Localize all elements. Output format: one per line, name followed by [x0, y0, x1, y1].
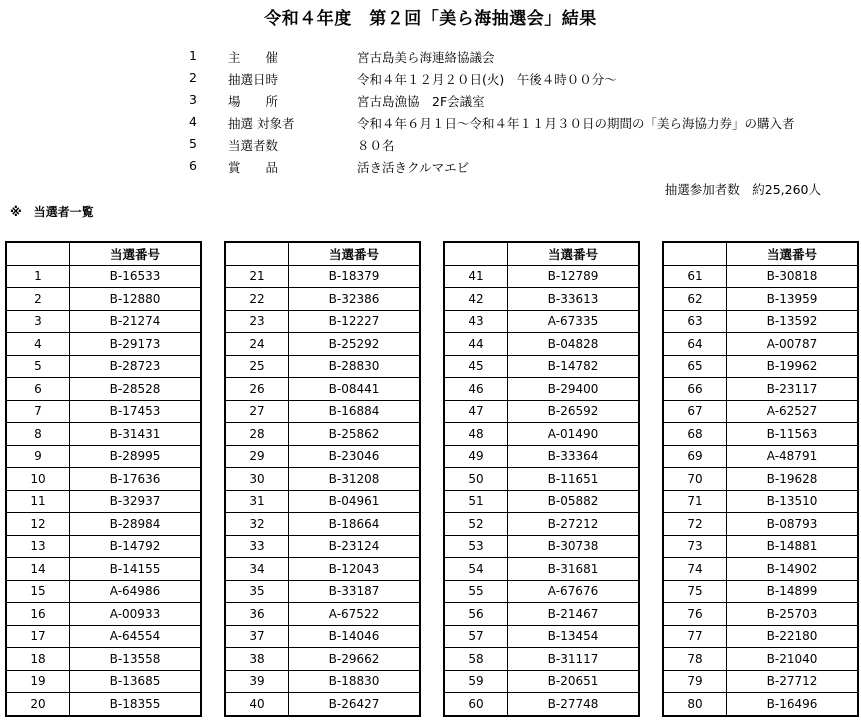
table-row	[225, 535, 420, 558]
winning-number: B-28528	[70, 378, 202, 401]
row-index: 54	[444, 558, 508, 581]
header-winning-number: 当選番号	[508, 242, 640, 265]
header-blank-cell	[225, 242, 289, 265]
winning-number: B-19962	[727, 355, 859, 378]
row-index: 9	[6, 445, 70, 468]
winning-number: B-16496	[727, 693, 859, 716]
row-index: 31	[225, 490, 289, 513]
winning-number: A-01490	[508, 423, 640, 446]
winning-number: B-33187	[289, 580, 421, 603]
row-index: 41	[444, 265, 508, 288]
row-index: 58	[444, 648, 508, 671]
row-index: 46	[444, 378, 508, 401]
table-row	[663, 445, 858, 468]
info-label: 当選者数	[228, 138, 279, 153]
winning-number: B-28995	[70, 445, 202, 468]
row-index: 38	[225, 648, 289, 671]
row-index: 52	[444, 513, 508, 536]
table-row	[6, 693, 201, 716]
header-blank-cell	[444, 242, 508, 265]
row-index: 25	[225, 355, 289, 378]
table-row	[225, 310, 420, 333]
info-label: 抽選日時	[228, 72, 279, 87]
row-index: 47	[444, 400, 508, 423]
row-index: 66	[663, 378, 727, 401]
table-row	[444, 423, 639, 446]
winner-table	[224, 241, 421, 717]
winning-number: B-14902	[727, 558, 859, 581]
table-row	[444, 400, 639, 423]
winning-number: B-29662	[289, 648, 421, 671]
winning-number: B-21040	[727, 648, 859, 671]
row-index: 42	[444, 288, 508, 311]
table-row	[6, 355, 201, 378]
table-row	[6, 603, 201, 626]
winning-number: A-00933	[70, 603, 202, 626]
table-row	[225, 445, 420, 468]
table-row	[444, 265, 639, 288]
header-winning-number: 当選番号	[289, 242, 421, 265]
winning-number: B-12227	[289, 310, 421, 333]
table-row	[663, 625, 858, 648]
row-index: 51	[444, 490, 508, 513]
table-row	[663, 535, 858, 558]
info-value: 令和４年１２月２０日(火) 午後４時００分～	[357, 72, 617, 87]
winning-number: B-13592	[727, 310, 859, 333]
table-row	[225, 580, 420, 603]
row-index: 59	[444, 670, 508, 693]
table-row	[663, 378, 858, 401]
header-winning-number: 当選番号	[70, 242, 202, 265]
table-row	[6, 490, 201, 513]
winning-number: B-25862	[289, 423, 421, 446]
winning-number: B-31117	[508, 648, 640, 671]
table-row	[6, 670, 201, 693]
table-row	[6, 558, 201, 581]
table-row	[663, 603, 858, 626]
table-row	[225, 378, 420, 401]
table-row	[6, 468, 201, 491]
row-index: 32	[225, 513, 289, 536]
winning-number: B-25703	[727, 603, 859, 626]
row-index: 4	[6, 333, 70, 356]
participant-count: 抽選参加者数 約25,260人	[664, 182, 821, 197]
info-value: 宮古島漁協 2F会議室	[357, 94, 485, 109]
winning-number: B-29400	[508, 378, 640, 401]
winning-number: B-31681	[508, 558, 640, 581]
winner-table	[443, 241, 640, 717]
row-index: 76	[663, 603, 727, 626]
table-row	[444, 445, 639, 468]
winning-number: A-48791	[727, 445, 859, 468]
row-index: 44	[444, 333, 508, 356]
row-index: 37	[225, 625, 289, 648]
table-row	[6, 378, 201, 401]
winning-number: B-12789	[508, 265, 640, 288]
winning-number: B-11651	[508, 468, 640, 491]
winning-number: B-33613	[508, 288, 640, 311]
winning-number: B-17453	[70, 400, 202, 423]
winning-number: B-14899	[727, 580, 859, 603]
table-row	[225, 333, 420, 356]
row-index: 34	[225, 558, 289, 581]
winning-number: B-21274	[70, 310, 202, 333]
info-label: 主 催	[228, 50, 279, 65]
row-index: 64	[663, 333, 727, 356]
winning-number: B-18664	[289, 513, 421, 536]
winning-number: B-14782	[508, 355, 640, 378]
row-index: 7	[6, 400, 70, 423]
table-row	[6, 400, 201, 423]
winning-number: B-13685	[70, 670, 202, 693]
table-row	[444, 288, 639, 311]
table-row	[6, 265, 201, 288]
table-row	[663, 333, 858, 356]
winning-number: B-18830	[289, 670, 421, 693]
winning-number: B-12880	[70, 288, 202, 311]
winning-number: B-12043	[289, 558, 421, 581]
table-row	[225, 423, 420, 446]
table-row	[6, 423, 201, 446]
row-index: 53	[444, 535, 508, 558]
table-row	[225, 648, 420, 671]
row-index: 21	[225, 265, 289, 288]
row-index: 8	[6, 423, 70, 446]
table-row	[444, 378, 639, 401]
winning-number: A-67522	[289, 603, 421, 626]
winning-number: B-26427	[289, 693, 421, 716]
winning-number: B-23124	[289, 535, 421, 558]
table-header-row	[6, 242, 201, 265]
row-index: 74	[663, 558, 727, 581]
table-row	[663, 490, 858, 513]
info-label: 賞 品	[228, 160, 279, 175]
row-index: 73	[663, 535, 727, 558]
row-index: 79	[663, 670, 727, 693]
table-row	[444, 648, 639, 671]
info-number: 2	[189, 70, 197, 85]
row-index: 57	[444, 625, 508, 648]
row-index: 63	[663, 310, 727, 333]
table-row	[444, 490, 639, 513]
winning-number: B-14881	[727, 535, 859, 558]
winning-number: A-62527	[727, 400, 859, 423]
row-index: 49	[444, 445, 508, 468]
winning-number: B-21467	[508, 603, 640, 626]
winning-number: B-27212	[508, 513, 640, 536]
table-row	[225, 265, 420, 288]
row-index: 20	[6, 693, 70, 716]
table-row	[444, 603, 639, 626]
winner-table	[662, 241, 859, 717]
row-index: 6	[6, 378, 70, 401]
table-row	[444, 580, 639, 603]
row-index: 11	[6, 490, 70, 513]
page-title: 令和４年度 第２回「美ら海抽選会」結果	[264, 9, 597, 29]
row-index: 33	[225, 535, 289, 558]
row-index: 18	[6, 648, 70, 671]
row-index: 72	[663, 513, 727, 536]
table-row	[663, 513, 858, 536]
row-index: 36	[225, 603, 289, 626]
table-header-row	[663, 242, 858, 265]
row-index: 27	[225, 400, 289, 423]
winning-number: B-08441	[289, 378, 421, 401]
table-row	[225, 468, 420, 491]
table-row	[225, 603, 420, 626]
row-index: 14	[6, 558, 70, 581]
table-header-row	[225, 242, 420, 265]
row-index: 28	[225, 423, 289, 446]
row-index: 78	[663, 648, 727, 671]
info-value: 宮古島美ら海連絡協議会	[357, 50, 495, 65]
winning-number: B-13454	[508, 625, 640, 648]
table-row	[225, 558, 420, 581]
table-row	[444, 535, 639, 558]
row-index: 45	[444, 355, 508, 378]
winning-number: B-26592	[508, 400, 640, 423]
row-index: 2	[6, 288, 70, 311]
winning-number: B-28984	[70, 513, 202, 536]
winning-number: B-27712	[727, 670, 859, 693]
winning-number: B-19628	[727, 468, 859, 491]
row-index: 40	[225, 693, 289, 716]
winning-number: A-00787	[727, 333, 859, 356]
winning-number: B-04961	[289, 490, 421, 513]
row-index: 70	[663, 468, 727, 491]
table-header-row	[444, 242, 639, 265]
info-row-winner-count	[0, 136, 861, 158]
winning-number: B-17636	[70, 468, 202, 491]
table-row	[663, 648, 858, 671]
row-index: 12	[6, 513, 70, 536]
row-index: 26	[225, 378, 289, 401]
table-row	[663, 558, 858, 581]
winning-number: B-25292	[289, 333, 421, 356]
winning-number: B-30738	[508, 535, 640, 558]
row-index: 69	[663, 445, 727, 468]
winning-number: B-31208	[289, 468, 421, 491]
table-row	[663, 468, 858, 491]
row-index: 75	[663, 580, 727, 603]
table-row	[225, 625, 420, 648]
winning-number: A-67335	[508, 310, 640, 333]
info-number: 1	[189, 48, 197, 63]
table-row	[663, 355, 858, 378]
winning-number: A-64986	[70, 580, 202, 603]
table-row	[663, 400, 858, 423]
table-row	[225, 490, 420, 513]
row-index: 30	[225, 468, 289, 491]
winning-number: B-05882	[508, 490, 640, 513]
row-index: 3	[6, 310, 70, 333]
winning-number: B-13959	[727, 288, 859, 311]
table-row	[663, 693, 858, 716]
table-row	[225, 288, 420, 311]
info-number: 5	[189, 136, 197, 151]
winning-number: B-32386	[289, 288, 421, 311]
row-index: 5	[6, 355, 70, 378]
table-row	[444, 693, 639, 716]
row-index: 39	[225, 670, 289, 693]
row-index: 50	[444, 468, 508, 491]
table-row	[444, 558, 639, 581]
info-row-organizer	[0, 48, 861, 70]
row-index: 61	[663, 265, 727, 288]
row-index: 13	[6, 535, 70, 558]
info-value: 活き活きクルマエビ	[357, 160, 470, 175]
row-index: 15	[6, 580, 70, 603]
table-row	[663, 423, 858, 446]
row-index: 43	[444, 310, 508, 333]
winner-table	[5, 241, 202, 717]
table-row	[6, 648, 201, 671]
row-index: 65	[663, 355, 727, 378]
winner-table-3	[443, 241, 640, 717]
winning-number: B-28723	[70, 355, 202, 378]
table-row	[225, 355, 420, 378]
info-number: 4	[189, 114, 197, 129]
table-row	[663, 310, 858, 333]
table-row	[6, 535, 201, 558]
row-index: 62	[663, 288, 727, 311]
info-label: 場 所	[228, 94, 279, 109]
winning-number: B-04828	[508, 333, 640, 356]
table-row	[6, 288, 201, 311]
row-index: 80	[663, 693, 727, 716]
table-row	[444, 310, 639, 333]
row-index: 35	[225, 580, 289, 603]
table-row	[225, 670, 420, 693]
winning-number: A-64554	[70, 625, 202, 648]
winner-list-heading: ※ 当選者一覧	[10, 205, 94, 219]
row-index: 29	[225, 445, 289, 468]
winning-number: B-29173	[70, 333, 202, 356]
row-index: 22	[225, 288, 289, 311]
winning-number: B-13510	[727, 490, 859, 513]
winning-number: B-30818	[727, 265, 859, 288]
winning-number: B-28830	[289, 355, 421, 378]
header-blank-cell	[6, 242, 70, 265]
info-number: 3	[189, 92, 197, 107]
winning-number: B-14046	[289, 625, 421, 648]
table-row	[663, 265, 858, 288]
row-index: 16	[6, 603, 70, 626]
row-index: 68	[663, 423, 727, 446]
winning-number: B-16533	[70, 265, 202, 288]
winning-number: B-13558	[70, 648, 202, 671]
table-row	[6, 310, 201, 333]
header-winning-number: 当選番号	[727, 242, 859, 265]
winning-number: B-16884	[289, 400, 421, 423]
row-index: 24	[225, 333, 289, 356]
row-index: 1	[6, 265, 70, 288]
row-index: 48	[444, 423, 508, 446]
info-number: 6	[189, 158, 197, 173]
winning-number: B-31431	[70, 423, 202, 446]
table-row	[225, 400, 420, 423]
info-row-prize	[0, 158, 861, 180]
table-row	[6, 625, 201, 648]
row-index: 23	[225, 310, 289, 333]
table-row	[444, 513, 639, 536]
winning-number: B-14155	[70, 558, 202, 581]
winning-number: B-08793	[727, 513, 859, 536]
row-index: 17	[6, 625, 70, 648]
winning-number: B-14792	[70, 535, 202, 558]
winning-number: B-23046	[289, 445, 421, 468]
winning-number: B-33364	[508, 445, 640, 468]
winning-number: B-20651	[508, 670, 640, 693]
info-row-venue	[0, 92, 861, 114]
row-index: 67	[663, 400, 727, 423]
winning-number: B-32937	[70, 490, 202, 513]
row-index: 77	[663, 625, 727, 648]
info-value: 令和４年６月１日～令和４年１１月３０日の期間の「美ら海協力券」の購入者	[357, 116, 795, 131]
row-index: 10	[6, 468, 70, 491]
winner-table-1	[5, 241, 202, 717]
header-blank-cell	[663, 242, 727, 265]
winning-number: B-11563	[727, 423, 859, 446]
winning-number: B-18355	[70, 693, 202, 716]
table-row	[444, 625, 639, 648]
winner-table-4	[662, 241, 859, 717]
table-row	[663, 580, 858, 603]
row-index: 56	[444, 603, 508, 626]
row-index: 19	[6, 670, 70, 693]
winning-number: B-22180	[727, 625, 859, 648]
info-row-datetime	[0, 70, 861, 92]
table-row	[6, 333, 201, 356]
table-row	[225, 693, 420, 716]
table-row	[444, 670, 639, 693]
table-row	[6, 513, 201, 536]
info-value: ８０名	[357, 138, 395, 153]
table-row	[663, 288, 858, 311]
table-row	[444, 468, 639, 491]
table-row	[663, 670, 858, 693]
info-row-eligible	[0, 114, 861, 136]
row-index: 55	[444, 580, 508, 603]
table-row	[444, 355, 639, 378]
row-index: 71	[663, 490, 727, 513]
winner-table-2	[224, 241, 421, 717]
info-label: 抽選 対象者	[228, 116, 295, 131]
table-row	[6, 445, 201, 468]
table-row	[6, 580, 201, 603]
table-row	[444, 333, 639, 356]
winning-number: B-18379	[289, 265, 421, 288]
table-row	[225, 513, 420, 536]
row-index: 60	[444, 693, 508, 716]
winning-number: B-23117	[727, 378, 859, 401]
winning-number: B-27748	[508, 693, 640, 716]
winning-number: A-67676	[508, 580, 640, 603]
